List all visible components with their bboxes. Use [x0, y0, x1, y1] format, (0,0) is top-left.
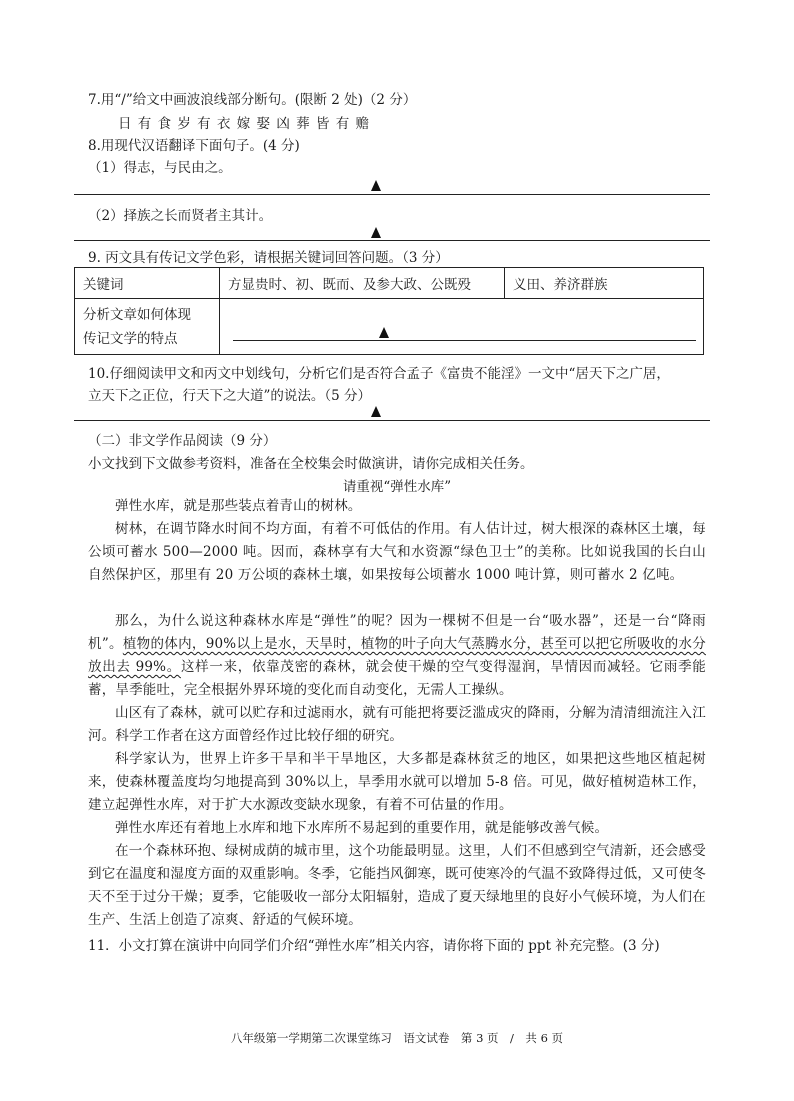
answer-mark — [371, 406, 381, 417]
q8-sentence-1: （1）得志，与民由之。 — [88, 160, 232, 176]
answer-mark — [371, 227, 381, 238]
q7-title: 7.用“/”给文中画波浪线部分断句。(限断 2 处)（2 分） — [88, 92, 417, 108]
article-paragraph: 山区有了森林，就可以贮存和过滤雨水，就有可能把将要泛滥成灾的降雨，分解为清清细流注入江河。科学工作者在这方面曾经作过比较仔细的研究。 — [88, 705, 706, 744]
article-paragraph — [88, 610, 706, 702]
q10-line-2: 立天下之正位，行天下之大道”的说法。（5 分） — [88, 388, 372, 404]
article-paragraph: 科学家认为，世界上许多干旱和半干旱地区，大多都是森林贫乏的地区，如果把这些地区植起树来，使森林覆盖度均匀地提高到 30%以上，旱季用水就可以增加 5-8 倍。可见，做好植树造林工作，建立起弹性水库，对于扩大水源改变缺水现象，有着不可估量的作用。 — [88, 751, 706, 813]
answer-mark — [379, 327, 389, 338]
q8-title: 8.用现代汉语翻译下面句子。(4 分) — [88, 138, 300, 154]
article-title: 请重视“弹性水库” — [342, 479, 452, 495]
article-paragraph: 弹性水库，就是那些装点着青山的树林。 — [115, 498, 362, 514]
section-heading: （二）非文学作品阅读（9 分） — [88, 433, 277, 449]
paragraph-text: 那么，为什么说这种森林水库是“弹性”的呢？因为一棵树不但是一台“吸水器”，还是一台“降雨机”。 — [88, 613, 706, 652]
article-paragraph: 弹性水库还有着地上水库和地下水库所不易起到的重要作用，就是能够改善气候。 — [115, 820, 609, 836]
table-cell-text: 传记文学的特点 — [83, 330, 178, 347]
table-cell: 义田、养济群族 — [505, 268, 704, 299]
table-cell-text: 分析文章如何体现 — [83, 306, 191, 323]
answer-line[interactable] — [74, 240, 710, 241]
q10-line-1: 10.仔细阅读甲文和丙文中划线句，分析它们是否符合孟子《富贵不能淫》一文中“居天下之广居， — [88, 366, 670, 382]
q8-sentence-2: （2）择族之长而贤者主其计。 — [88, 208, 273, 224]
answer-line[interactable] — [74, 420, 710, 421]
answer-line[interactable] — [74, 194, 710, 195]
table-cell — [75, 299, 220, 355]
keyword-table — [74, 267, 704, 355]
q7-chars: 日 有 食 岁 有 衣 嫁 娶 凶 葬 皆 有 赡 — [118, 116, 370, 132]
paragraph-text: 这样一来，依靠茂密的森林，就会使干燥的空气变得湿润，旱情因而减轻。它雨季能蓄，旱季能吐，完全根据外界环境的变化而自动变化，无需人工操纵。 — [88, 659, 706, 698]
section-intro: 小文找到下文做参考资料，准备在全校集会时做演讲，请你完成相关任务。 — [88, 456, 534, 472]
q9-title: 9. 丙文具有传记文学色彩，请根据关键词回答问题。（3 分） — [88, 250, 449, 266]
answer-mark — [371, 180, 381, 191]
answer-line[interactable] — [233, 340, 696, 341]
article-paragraph: 树林，在调节降水时间不均方面，有着不可低估的作用。有人估计过，树大根深的森林区土壤，每公顷可蓄水 500—2000 吨。因而，森林享有大气和水资源“绿色卫士”的美称。比如说我国的长白山自然保护区，那里有 20 万公顷的森林土壤，如果按每公顷蓄水 1000 吨计算，则可蓄水 2 亿吨。 — [88, 521, 706, 583]
table-cell: 关键词 — [75, 268, 220, 299]
wavy-underlined-sentence: 植物的体内，90%以上是水，天旱时，植物的叶子向大气蒸腾水分，甚至可以把它所吸收的水分放出去 99%。 — [88, 636, 706, 675]
q11-title: 11．小文打算在演讲中向同学们介绍“弹性水库”相关内容，请你将下面的 ppt 补充完整。(3 分) — [88, 938, 660, 954]
answer-cell[interactable] — [220, 299, 704, 355]
page-footer: 八年级第一学期第二次课堂练习 语文试卷 第 3 页 / 共 6 页 — [230, 1031, 564, 1045]
table-cell: 方显贵时、初、既而、及参大政、公既殁 — [220, 268, 505, 299]
article-paragraph: 在一个森林环抱、绿树成荫的城市里，这个功能最明显。这里，人们不但感到空气清新，还会感受到它在温度和湿度方面的双重影响。冬季，它能挡风御寒，既可使寒冷的气温不致降得过低，又可使冬天不至于过分干燥；夏季，它能吸收一部分太阳辐射，造成了夏天绿地里的良好小气候环境，为人们在生产、生活上创造了凉爽、舒适的气候环境。 — [88, 843, 706, 928]
